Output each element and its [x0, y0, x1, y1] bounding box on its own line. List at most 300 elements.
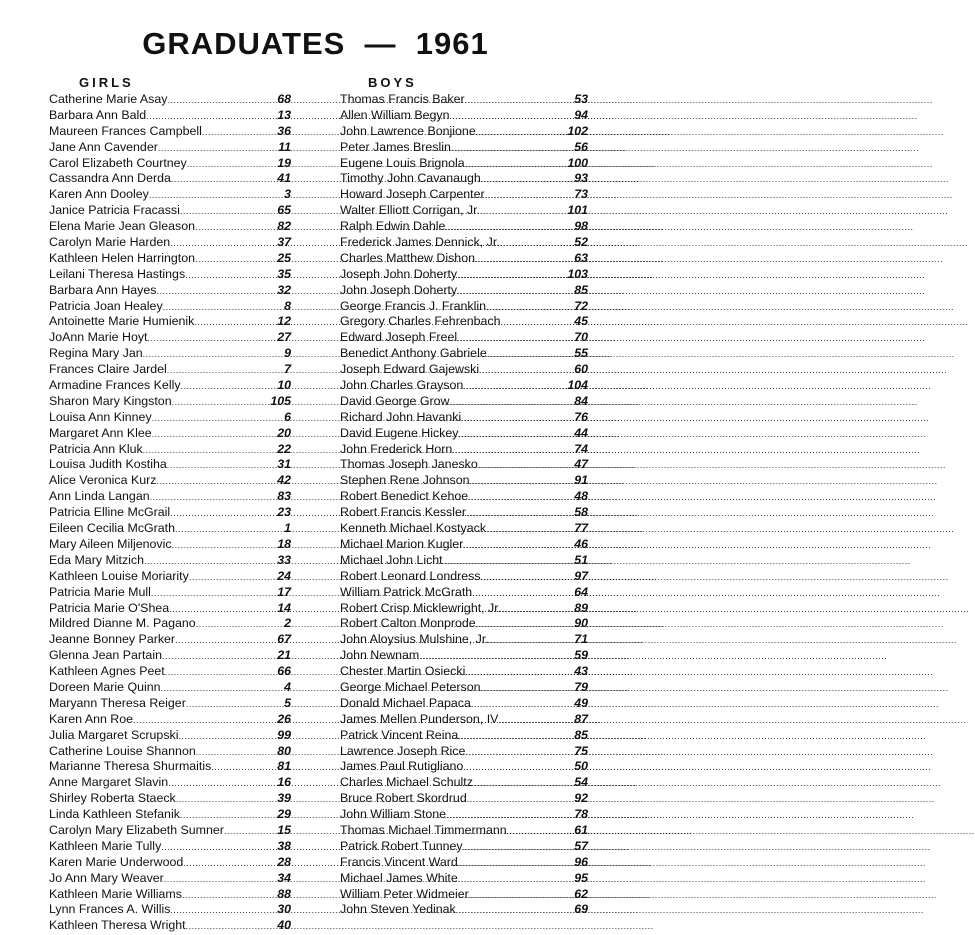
dot-leader [167, 93, 276, 109]
list-item [340, 839, 588, 855]
graduate-name: Louisa Ann Kinney [49, 409, 152, 424]
list-item [340, 601, 588, 617]
page-number: 67 [277, 632, 291, 647]
dot-leader [478, 458, 573, 474]
list-item [340, 521, 588, 537]
dot-leader [150, 490, 277, 506]
graduate-name: Janice Patricia Fracassi [49, 203, 180, 218]
page-number: 49 [574, 695, 588, 710]
page-number: 28 [277, 854, 291, 869]
list-item [340, 473, 588, 489]
dot-leader [144, 554, 276, 570]
page-number: 60 [574, 362, 588, 377]
graduate-name: Jane Ann Cavender [49, 139, 158, 154]
page-number: 85 [574, 282, 588, 297]
graduate-name: Charles Michael Schultz [340, 775, 473, 790]
boys-list [340, 92, 588, 918]
dot-leader [465, 157, 567, 173]
graduate-name: Glenna Jean Partain [49, 648, 162, 663]
list-item [49, 219, 291, 235]
page-number: 21 [277, 648, 291, 663]
list-item [340, 457, 588, 473]
dot-leader [167, 363, 283, 379]
list-item [49, 680, 291, 696]
graduate-name: Robert Calton Monprode [340, 616, 476, 631]
dot-leader [457, 268, 566, 284]
list-item [340, 330, 588, 346]
page-number: 22 [277, 441, 291, 456]
graduate-name: Ralph Edwin Dahle [340, 219, 446, 234]
dot-leader [146, 109, 276, 125]
graduate-name: Chester Martin Osiecki [340, 664, 466, 679]
page-number: 11 [278, 139, 291, 154]
list-item [340, 505, 588, 521]
page-number: 58 [574, 505, 588, 520]
page-number: 9 [284, 346, 291, 361]
page-number: 97 [574, 568, 588, 583]
graduate-name: Robert Crisp Micklewright, Jr. [340, 600, 502, 615]
list-item [340, 712, 588, 728]
graduate-name: Leilani Theresa Hastings [49, 266, 186, 281]
page-number: 62 [574, 886, 588, 901]
dot-leader [167, 458, 276, 474]
graduate-name: John Lawrence Bonjione [340, 123, 476, 138]
graduate-name: John Joseph Doherty [340, 282, 458, 297]
dot-leader [486, 522, 573, 538]
graduate-name: Patricia Elline McGrail [49, 505, 171, 520]
page-number: 100 [567, 155, 588, 170]
list-item [49, 696, 291, 712]
page-number: 63 [574, 250, 588, 265]
dot-leader [463, 538, 573, 554]
graduate-name: Elena Marie Jean Gleason [49, 219, 196, 234]
girls-heading: GIRLS [79, 75, 134, 90]
graduate-name: Robert Francis Kessler [340, 505, 467, 520]
graduate-name: Cassandra Ann Derda [49, 171, 171, 186]
list-item [49, 362, 291, 378]
list-item [49, 569, 291, 585]
dot-leader [467, 792, 573, 808]
list-item [49, 839, 291, 855]
page-number: 78 [574, 807, 588, 822]
list-item [49, 457, 291, 473]
dot-leader [195, 252, 276, 268]
page-number: 101 [567, 203, 588, 218]
list-item [49, 871, 291, 887]
page-number: 52 [574, 235, 588, 250]
dot-leader [151, 586, 276, 602]
dot-leader [170, 506, 276, 522]
page-number: 16 [277, 775, 291, 790]
list-item [340, 648, 588, 664]
list-item [340, 680, 588, 696]
page-number: 71 [574, 632, 588, 647]
dot-leader [498, 713, 573, 729]
list-item [49, 171, 291, 187]
dot-leader [458, 427, 573, 443]
dot-leader [489, 633, 573, 649]
graduate-name: Eileen Cecilia McGrath [49, 521, 176, 536]
page-number: 4 [284, 679, 291, 694]
graduate-name: Donald Michael Papaca [340, 695, 471, 710]
graduate-name: Thomas Francis Baker [340, 92, 465, 106]
list-item [49, 632, 291, 648]
list-item [49, 521, 291, 537]
graduate-name: Armadine Frances Kelly [49, 378, 181, 393]
graduate-name: Lawrence Joseph Rice [340, 743, 466, 758]
page-number: 26 [277, 711, 291, 726]
dot-leader [476, 125, 567, 141]
page-number: 5 [284, 695, 291, 710]
dot-leader [450, 395, 574, 411]
graduate-name: Carolyn Marie Harden [49, 235, 171, 250]
page-number: 57 [574, 838, 588, 853]
list-item [49, 235, 291, 251]
graduate-name: Patricia Marie O'Shea [49, 600, 170, 615]
graduate-name: Michael James White [340, 870, 458, 885]
graduate-name: Allen William Begyn [340, 107, 450, 122]
dot-leader [481, 172, 573, 188]
graduate-name: William Patrick McGrath [340, 584, 473, 599]
list-item [49, 712, 291, 728]
dot-leader [457, 331, 573, 347]
dot-leader [175, 633, 276, 649]
page-number: 95 [574, 870, 588, 885]
page-number: 88 [277, 886, 291, 901]
list-item [340, 187, 588, 203]
dot-leader [479, 363, 573, 379]
list-item [49, 601, 291, 617]
list-item [340, 203, 588, 219]
dot-leader [452, 443, 573, 459]
graduate-name: Walter Elliott Corrigan, Jr. [340, 203, 481, 218]
dot-leader [224, 824, 276, 840]
list-item [49, 648, 291, 664]
page-number: 13 [277, 107, 291, 122]
graduate-name: Barbara Ann Bald [49, 107, 147, 122]
list-item [340, 759, 588, 775]
graduate-name: Ann Linda Langan [49, 489, 150, 504]
dot-leader [156, 284, 276, 300]
list-item [340, 251, 588, 267]
dot-leader [196, 617, 283, 633]
page-number: 39 [277, 791, 291, 806]
dot-leader [171, 172, 276, 188]
dot-leader [170, 903, 276, 919]
dot-leader [180, 204, 276, 220]
dot-leader [443, 554, 574, 570]
dot-leader [458, 872, 573, 888]
page-number: 102 [567, 123, 588, 138]
dot-leader [500, 236, 573, 252]
graduate-name: John Aloysius Mulshine, Jr. [340, 632, 489, 647]
graduate-name: Alice Veronica Kurz [49, 473, 157, 488]
list-item [49, 489, 291, 505]
list-item [49, 775, 291, 791]
list-item [49, 442, 291, 458]
dot-leader [189, 570, 276, 586]
list-item [49, 330, 291, 346]
graduate-name: Joseph John Doherty [340, 266, 458, 281]
page-number: 96 [574, 854, 588, 869]
graduate-name: James Mellen Punderson, IV [340, 711, 499, 726]
graduate-name: Robert Benedict Kehoe [340, 489, 469, 504]
graduate-name: Catherine Marie Asay [49, 92, 168, 106]
list-item [340, 171, 588, 187]
dot-leader [472, 586, 573, 602]
page-number: 80 [277, 743, 291, 758]
dot-leader [445, 220, 573, 236]
dot-leader [466, 506, 573, 522]
graduate-name: Richard John Havanki [340, 409, 462, 424]
graduate-name: David George Grow [340, 393, 450, 408]
dot-leader [465, 665, 573, 681]
page-number: 1 [284, 521, 291, 536]
graduate-name: George Francis J. Franklin [340, 298, 486, 313]
graduate-name: Benedict Anthony Gabriele [340, 346, 487, 361]
page-number: 84 [574, 393, 588, 408]
page-number: 41 [277, 171, 291, 186]
graduate-name: Howard Joseph Carpenter [340, 187, 485, 202]
dot-leader [481, 681, 574, 697]
page-number: 92 [574, 791, 588, 806]
dot-leader [475, 252, 573, 268]
page-number: 32 [277, 282, 291, 297]
list-item [49, 156, 291, 172]
dot-leader [186, 697, 283, 713]
graduate-name: Bruce Robert Skordrud [340, 791, 467, 806]
dot-leader [133, 713, 276, 729]
list-item [49, 807, 291, 823]
dot-leader [195, 220, 276, 236]
dot-leader [161, 681, 284, 697]
list-item [49, 124, 291, 140]
list-item [49, 744, 291, 760]
page-number: 35 [277, 266, 291, 281]
dot-leader [172, 538, 277, 554]
graduate-name: John Charles Grayson [340, 378, 464, 393]
list-item [340, 394, 588, 410]
dot-leader [149, 188, 283, 204]
list-item [340, 775, 588, 791]
list-item [49, 378, 291, 394]
page-number: 31 [277, 457, 291, 472]
graduate-name: Patricia Joan Healey [49, 298, 163, 313]
list-item [340, 362, 588, 378]
graduate-name: Karen Ann Roe [49, 711, 134, 726]
graduate-name: Timothy John Cavanaugh [340, 171, 481, 186]
list-item [49, 887, 291, 903]
list-item [340, 553, 588, 569]
list-item [49, 585, 291, 601]
page-number: 105 [270, 393, 291, 408]
dot-leader [465, 745, 573, 761]
page-number: 14 [277, 600, 291, 615]
page-number: 69 [574, 902, 588, 917]
page-number: 55 [574, 346, 588, 361]
graduate-name: Peter James Breslin [340, 139, 451, 154]
graduate-name: James Paul Rutigliano [340, 759, 464, 774]
dot-leader [176, 792, 276, 808]
dot-leader [476, 617, 574, 633]
graduate-name: Kathleen Louise Moriarity [49, 568, 189, 583]
page-number: 48 [574, 489, 588, 504]
graduate-name: Thomas Joseph Janesko [340, 457, 478, 472]
list-item [340, 108, 588, 124]
graduate-name: Frederick James Dennick, Jr. [340, 235, 500, 250]
page-number: 54 [574, 775, 588, 790]
page-number: 98 [574, 219, 588, 234]
page-number: 3 [284, 187, 291, 202]
list-item [340, 632, 588, 648]
graduate-name: Carol Elizabeth Courtney [49, 155, 187, 170]
page-number: 73 [574, 187, 588, 202]
page-number: 27 [277, 330, 291, 345]
dot-leader [500, 315, 573, 331]
dot-leader [507, 824, 574, 840]
boys-column [340, 74, 588, 918]
list-item [49, 426, 291, 442]
graduate-name: David Eugene Hickey [340, 425, 459, 440]
graduate-name: Regina Mary Jan [49, 346, 143, 361]
page-number: 90 [574, 616, 588, 631]
graduate-name: Francis Vincent Ward [340, 854, 458, 869]
dot-leader [480, 204, 566, 220]
dot-leader [486, 300, 573, 316]
dot-leader [487, 347, 573, 363]
graduate-name: Carolyn Mary Elizabeth Sumner [49, 822, 224, 837]
graduate-name: Michael Marion Kugler [340, 536, 464, 551]
list-item [49, 108, 291, 124]
graduate-name: Michael John Licht [340, 552, 443, 567]
page-number: 66 [277, 664, 291, 679]
list-item [340, 283, 588, 299]
girls-column [49, 74, 291, 934]
dot-leader [450, 109, 574, 125]
list-item [340, 314, 588, 330]
list-item [49, 918, 291, 934]
page-number: 25 [277, 250, 291, 265]
graduate-name: Eugene Louis Brignola [340, 155, 465, 170]
page-number: 104 [567, 378, 588, 393]
list-item [340, 887, 588, 903]
dot-leader [471, 697, 573, 713]
page-number: 18 [277, 536, 291, 551]
list-item [340, 489, 588, 505]
dot-leader [165, 665, 276, 681]
dot-leader [461, 411, 573, 427]
dot-leader [183, 856, 276, 872]
graduate-name: Doreen Marie Quinn [49, 679, 161, 694]
list-item [49, 728, 291, 744]
graduate-name: John Frederick Horn [340, 441, 453, 456]
dot-leader [469, 888, 573, 904]
list-item [340, 124, 588, 140]
list-item [340, 823, 588, 839]
dot-leader [470, 474, 574, 490]
page-number: 20 [277, 425, 291, 440]
list-item [340, 426, 588, 442]
page-number: 59 [574, 648, 588, 663]
list-item [49, 902, 291, 918]
list-item [340, 537, 588, 553]
page-number: 45 [574, 314, 588, 329]
page-number: 44 [574, 425, 588, 440]
list-item [49, 203, 291, 219]
graduate-name: Eda Mary Mitzich [49, 552, 145, 567]
dot-leader [473, 776, 573, 792]
list-item [49, 346, 291, 362]
list-item [49, 299, 291, 315]
dot-leader [152, 411, 283, 427]
graduate-name: Barbara Ann Hayes [49, 282, 157, 297]
dot-leader [465, 93, 574, 109]
page-number: 76 [574, 409, 588, 424]
page-number: 7 [284, 362, 291, 377]
list-item [340, 378, 588, 394]
page-number: 19 [277, 155, 291, 170]
dot-leader [162, 649, 276, 665]
graduate-name: John Steven Yedinak [340, 902, 456, 917]
dot-leader [481, 570, 574, 586]
dot-leader [182, 888, 276, 904]
page-number: 61 [574, 822, 588, 837]
page-number: 103 [567, 266, 588, 281]
list-item [49, 616, 291, 632]
graduate-name: Patrick Vincent Reina [340, 727, 459, 742]
list-item [340, 902, 588, 918]
graduate-name: Karen Marie Underwood [49, 854, 184, 869]
list-item [340, 791, 588, 807]
graduate-name: Sharon Mary Kingston [49, 393, 172, 408]
graduate-name: Joseph Edward Gajewski [340, 362, 480, 377]
list-item [49, 759, 291, 775]
page-number: 89 [574, 600, 588, 615]
page-number: 47 [574, 457, 588, 472]
page-number: 2 [284, 616, 291, 631]
page-number: 8 [284, 298, 291, 313]
dot-leader [485, 188, 574, 204]
graduate-name: Maryann Theresa Reiger [49, 695, 186, 710]
page-number: 33 [277, 552, 291, 567]
list-item [340, 585, 588, 601]
graduate-name: William Peter Widmeier [340, 886, 469, 901]
page-number: 91 [574, 473, 588, 488]
graduate-name: Mildred Dianne M. Pagano [49, 616, 196, 631]
page-number: 93 [574, 171, 588, 186]
graduate-name: Jo Ann Mary Weaver [49, 870, 164, 885]
dot-leader [456, 903, 573, 919]
page-title: GRADUATES — 1961 [142, 26, 489, 61]
page-number: 17 [277, 584, 291, 599]
graduate-name: John Newnam [340, 648, 420, 663]
page-number: 51 [574, 552, 588, 567]
dot-leader [169, 602, 276, 618]
list-item [49, 314, 291, 330]
graduate-name: John William Stone [340, 807, 447, 822]
page-number: 29 [277, 807, 291, 822]
dot-leader [451, 141, 573, 157]
list-item [340, 299, 588, 315]
list-item [340, 728, 588, 744]
page-number: 34 [277, 870, 291, 885]
dot-leader [463, 379, 566, 395]
list-item [340, 156, 588, 172]
page-number: 81 [277, 759, 291, 774]
page-number: 6 [284, 409, 291, 424]
page-number: 37 [277, 235, 291, 250]
page-number: 77 [574, 521, 588, 536]
